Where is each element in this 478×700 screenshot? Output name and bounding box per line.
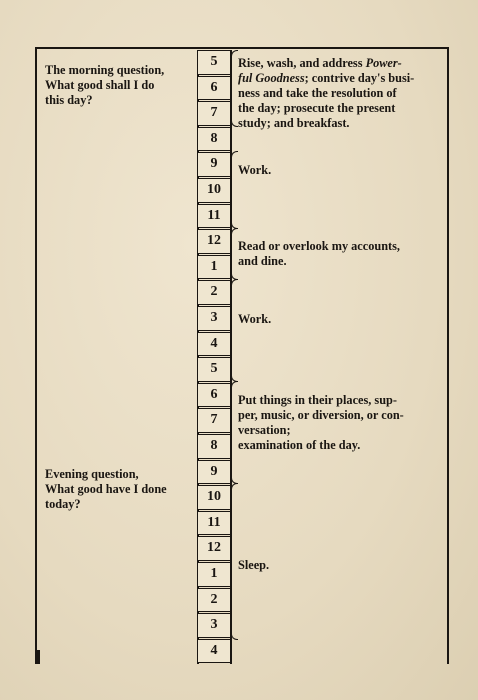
evening-question-line: What good have I done <box>45 482 167 496</box>
hour-cell: 8 <box>197 434 231 459</box>
activity-read-line: Read or overlook my accounts, <box>238 239 401 253</box>
hour-cell: 4 <box>197 639 231 664</box>
hour-cell: 2 <box>197 280 231 305</box>
hour-cell: 11 <box>197 204 231 229</box>
hour-cell: 10 <box>197 485 231 510</box>
activity-read <box>238 239 442 269</box>
activity-rise-text: ness and take the resolution of <box>238 86 397 100</box>
hour-cell: 2 <box>197 588 231 613</box>
margin-mark <box>37 650 40 664</box>
morning-question <box>45 63 195 108</box>
activity-work-morning: Work. <box>238 163 272 177</box>
hour-cell: 12 <box>197 229 231 254</box>
hour-cell: 12 <box>197 536 231 561</box>
hour-cell: 5 <box>197 357 231 382</box>
hour-cell: 3 <box>197 306 231 331</box>
hour-cell: 11 <box>197 511 231 536</box>
activity-rise-italic: ful Goodness <box>238 71 305 85</box>
activity-evening-line: per, music, or diversion, or con- <box>238 408 404 422</box>
evening-question-line: Evening question, <box>45 467 139 481</box>
activity-rise-text: ; contrive day's busi- <box>304 71 415 85</box>
morning-question-line: The morning question, <box>45 63 165 77</box>
activity-rise-text: Rise, wash, and address <box>238 56 366 70</box>
hour-cell: 7 <box>197 408 231 433</box>
morning-question-line: this day? <box>45 93 93 107</box>
hour-cell: 6 <box>197 76 231 101</box>
activity-evening <box>238 393 442 453</box>
activity-work-afternoon: Work. <box>238 312 272 326</box>
activity-evening-line: examination of the day. <box>238 438 361 452</box>
morning-question-line: What good shall I do <box>45 78 155 92</box>
hour-cell: 4 <box>197 332 231 357</box>
activity-rise-text: the day; prosecute the present <box>238 101 396 115</box>
hour-cell: 8 <box>197 127 231 152</box>
activity-evening-line: versation; <box>238 423 291 437</box>
hour-cell: 7 <box>197 101 231 126</box>
hour-cell: 1 <box>197 562 231 587</box>
hour-cell: 3 <box>197 613 231 638</box>
activity-read-line: and dine. <box>238 254 287 268</box>
activity-rise <box>238 56 442 131</box>
hour-cell: 9 <box>197 152 231 177</box>
activity-sleep: Sleep. <box>238 558 270 572</box>
evening-question-line: today? <box>45 497 81 511</box>
activity-evening-line: Put things in their places, sup- <box>238 393 397 407</box>
hour-cell: 1 <box>197 255 231 280</box>
hour-cell: 9 <box>197 460 231 485</box>
activity-rise-text: study; and breakfast. <box>238 116 350 130</box>
hour-cell: 6 <box>197 383 231 408</box>
activity-rise-italic: Power- <box>365 56 402 70</box>
brace-work-afternoon <box>231 280 240 381</box>
hour-cell: 5 <box>197 50 231 75</box>
hour-cell: 10 <box>197 178 231 203</box>
evening-question <box>45 467 195 512</box>
